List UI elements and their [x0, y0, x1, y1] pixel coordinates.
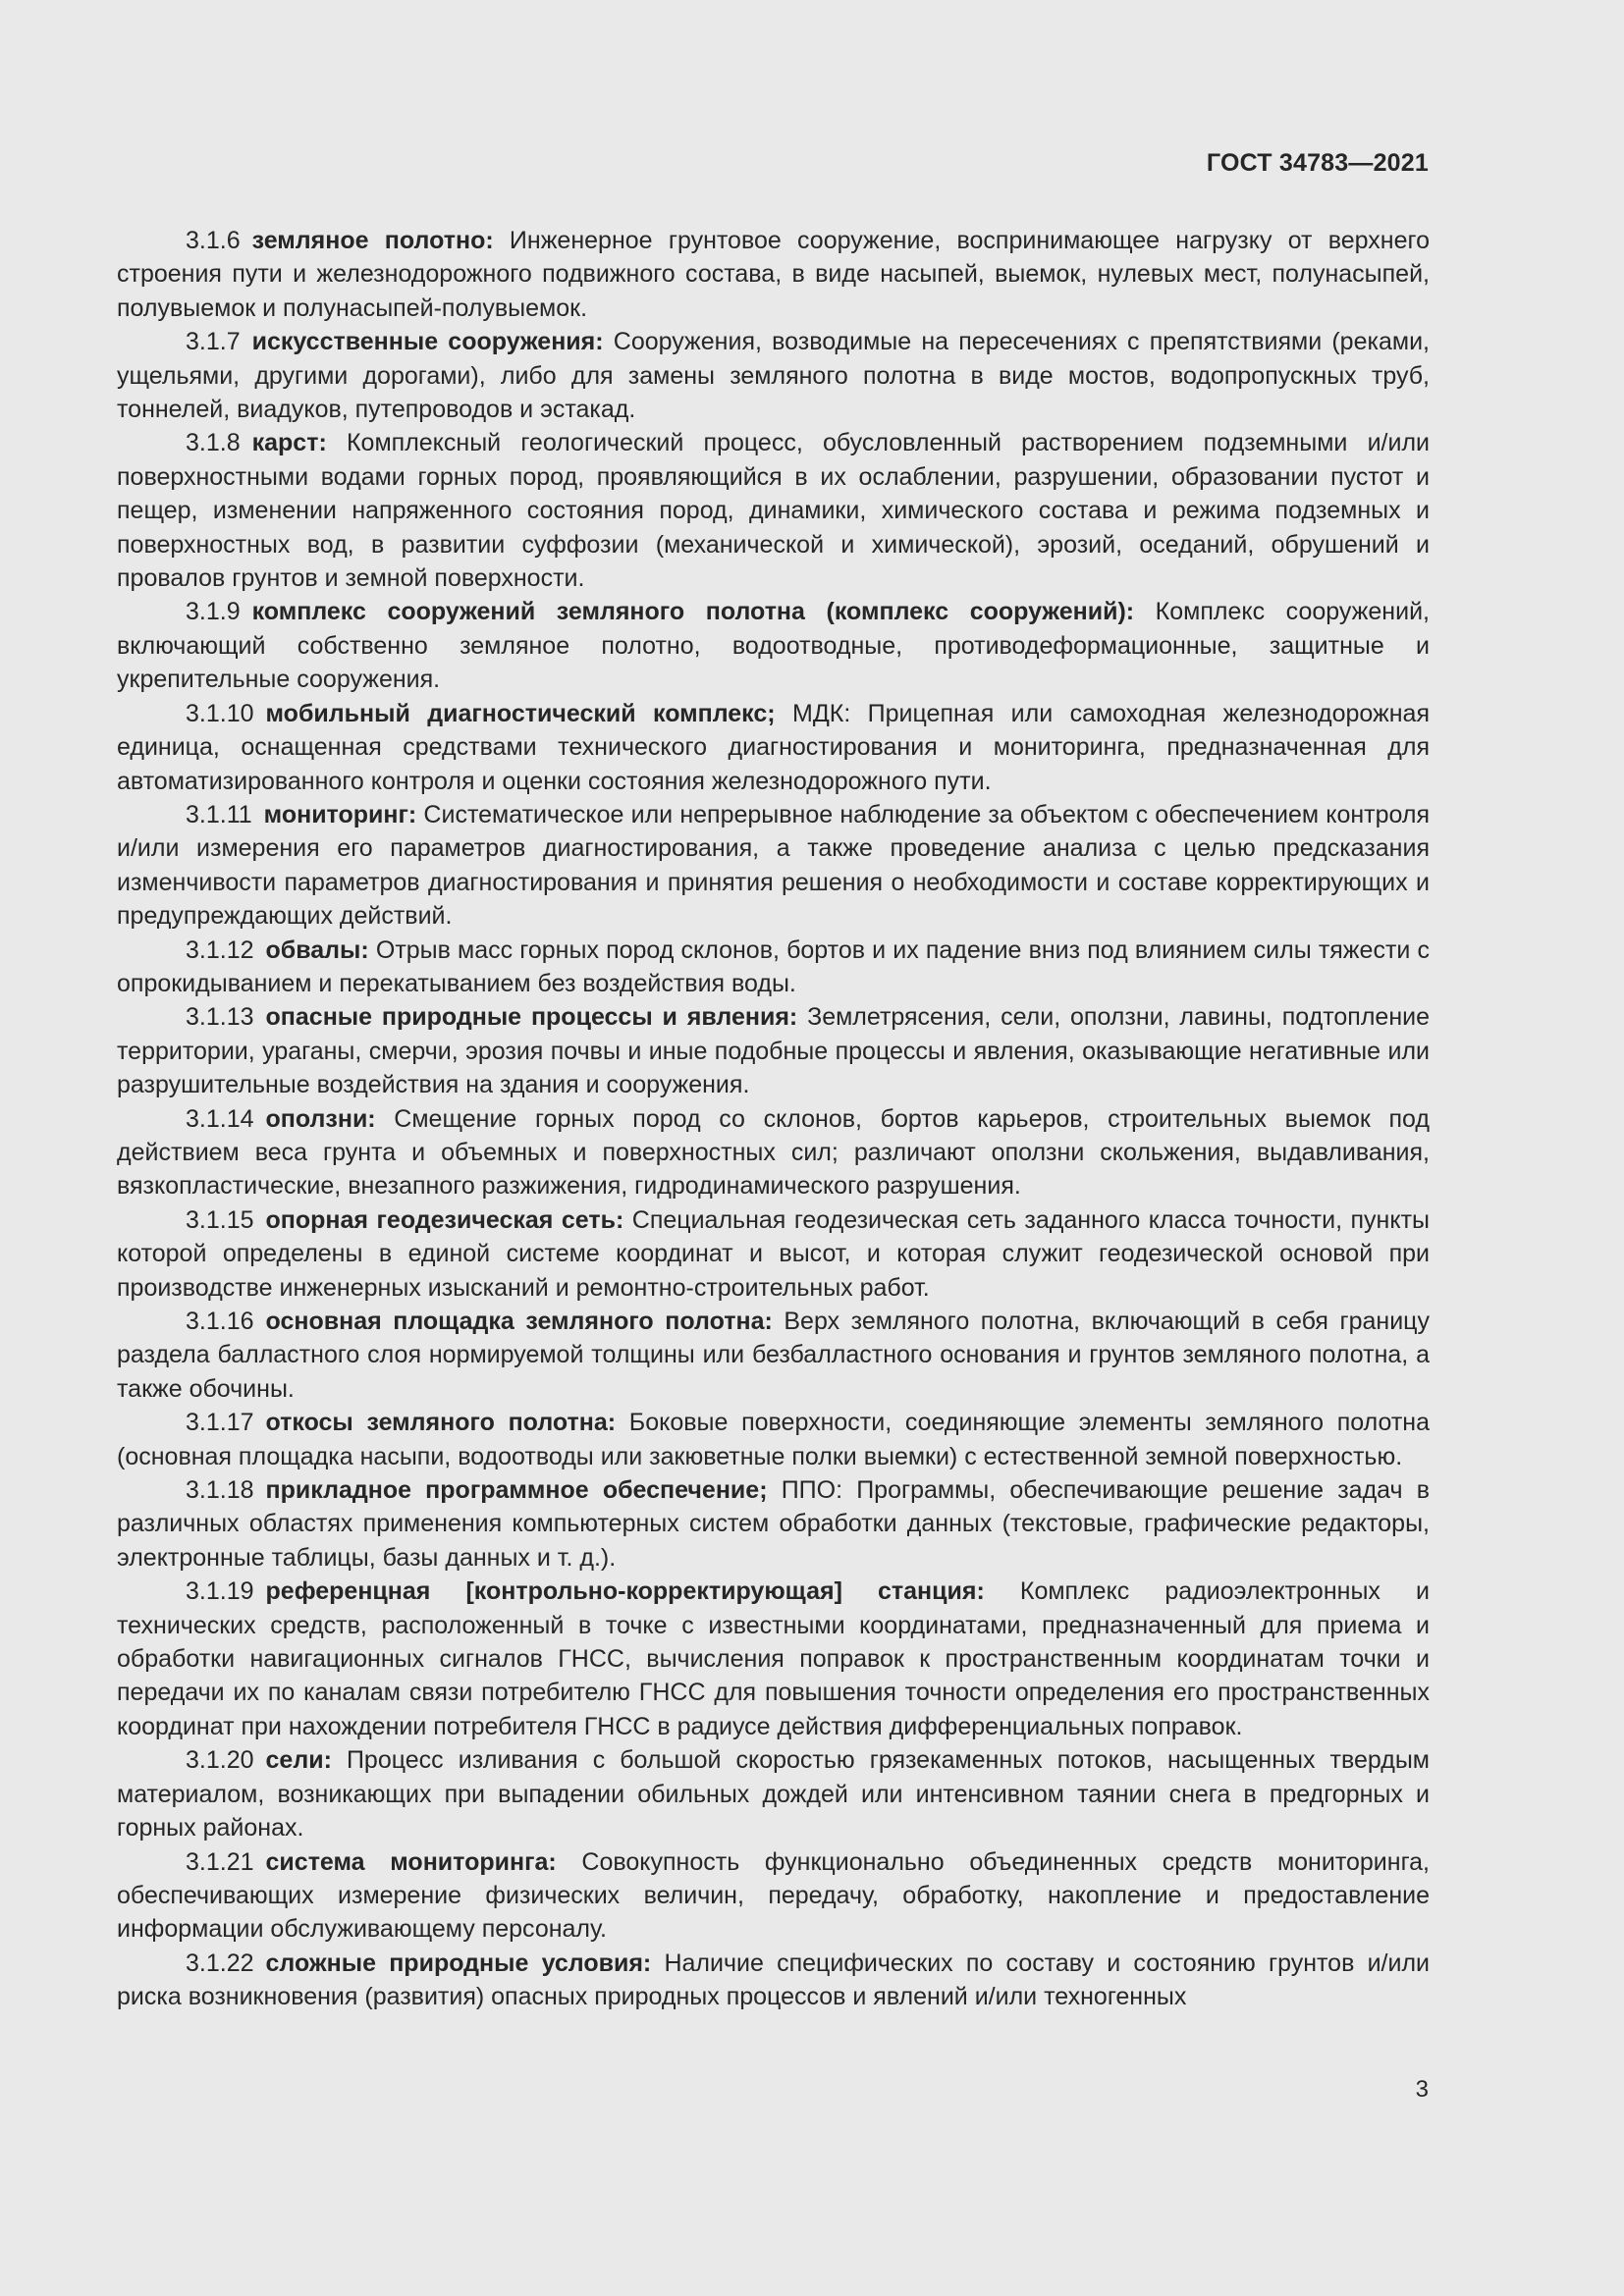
definition-text: Комплекс сооружений, включающий собственно земляное полотно, водоотводные, противодеформационные, защитные и укрепительные сооружения. — [117, 598, 1430, 694]
definition-text: Землетрясения, сели, оползни, лавины, подтопление территории, ураганы, смерчи, эрозия почвы и иные подобные процессы и явления, оказывающие негативные или разрушительные воздействия на здания и сооружения. — [117, 1003, 1430, 1099]
definition-entry — [117, 1575, 1430, 1743]
defined-term: опорная геодезическая сеть: — [265, 1205, 624, 1234]
clause-number: 3.1.18 — [186, 1476, 254, 1505]
clause-number: 3.1.19 — [186, 1577, 254, 1606]
definition-text: МДК: Прицепная или самоходная железнодорожная единица, оснащенная средствами технического диагностирования и мониторинга, предназначенная для автоматизированного контроля и оценки состояния железнодорожного пути. — [117, 699, 1430, 795]
defined-term: основная площадка земляного полотна: — [265, 1308, 773, 1335]
definition-entry — [117, 934, 1430, 1001]
defined-term: обвалы: — [265, 935, 369, 964]
definitions-list — [117, 224, 1430, 2014]
clause-number: 3.1.20 — [186, 1746, 254, 1775]
definition-entry — [117, 1203, 1430, 1305]
clause-number: 3.1.22 — [186, 1949, 254, 1977]
clause-number: 3.1.6 — [186, 227, 241, 254]
definition-text: Инженерное грунтовое сооружение, воспринимающее нагрузку от верхнего строения пути и железнодорожного подвижного состава, в виде насыпей, выемок, нулевых мест, полунасыпей, полувыемок и полунасыпей-полувыемок. — [117, 227, 1430, 322]
clause-number: 3.1.11 — [186, 800, 252, 828]
definition-text: Смещение горных пород со склонов, бортов карьеров, строительных выемок под действием веса грунта и объемных и поверхностных сил; различают оползни скольжения, выдавливания, вязкопластические, внезапного разжижения, гидродинамического разрушения. — [117, 1104, 1430, 1201]
defined-term: система мониторинга: — [265, 1847, 557, 1876]
definition-entry — [117, 1406, 1430, 1473]
clause-number: 3.1.15 — [186, 1205, 254, 1234]
definition-text: Сооружения, возводимые на пересечениях с препятствиями (реками, ущельями, другими дорогами), либо для замены земляного полотна в виде мостов, водопропускных труб, тоннелей, виадуков, путепроводов и эстакад. — [117, 328, 1430, 424]
defined-term: опасные природные процессы и явления: — [265, 1003, 798, 1032]
definition-text: Специальная геодезическая сеть заданного класса точности, пункты которой определены в единой системе координат и высот, и которая служит геодезической основой при производстве инженерных изысканий и ремонтно-строительных работ. — [117, 1205, 1430, 1302]
definition-text: ППО: Программы, обеспечивающие решение задач в различных областях применения компьютерных систем обработки данных (текстовые, графические редакторы, электронные таблицы, базы данных и т. д.). — [117, 1476, 1430, 1572]
clause-number: 3.1.13 — [186, 1003, 254, 1032]
defined-term: сели: — [265, 1746, 332, 1775]
definition-entry — [117, 798, 1430, 934]
clause-number: 3.1.16 — [186, 1308, 254, 1335]
clause-number: 3.1.12 — [186, 935, 254, 964]
definition-entry — [117, 224, 1430, 325]
definition-entry — [117, 1947, 1430, 2014]
definition-text: Процесс изливания с большой скоростью грязекаменных потоков, насыщенных твердым материалом, возникающих при выпадении обильных дождей или интенсивном таянии снега в предгорных и горных районах. — [117, 1746, 1430, 1842]
definition-entry — [117, 1102, 1430, 1203]
definition-entry — [117, 1473, 1430, 1575]
defined-term: референцная [контрольно-корректирующая] станция: — [265, 1577, 985, 1606]
definition-entry — [117, 1305, 1430, 1406]
definition-entry — [117, 325, 1430, 426]
defined-term: карст: — [251, 429, 327, 457]
definition-entry — [117, 595, 1430, 696]
defined-term: оползни: — [265, 1104, 376, 1133]
clause-number: 3.1.8 — [186, 429, 241, 457]
definition-entry — [117, 697, 1430, 798]
defined-term: комплекс сооружений земляного полотна (комплекс сооружений): — [251, 598, 1135, 626]
clause-number: 3.1.14 — [186, 1104, 254, 1133]
definition-text: Наличие специфических по составу и состоянию грунтов и/или риска возникновения (развития) опасных природных процессов и явлений и/или техногенных — [117, 1949, 1431, 2011]
defined-term: откосы земляного полотна: — [265, 1409, 617, 1437]
clause-number: 3.1.17 — [186, 1409, 254, 1437]
defined-term: прикладное программное обеспечение; — [265, 1476, 768, 1505]
definition-text: Верх земляного полотна, включающий в себя границу раздела балластного слоя нормируемой толщины или безбалластного основания и грунтов земляного полотна, а также обочины. — [117, 1308, 1430, 1403]
defined-term: сложные природные условия: — [265, 1949, 652, 1977]
document-code-header: ГОСТ 34783—2021 — [1206, 149, 1429, 177]
definition-text: Комплексный геологический процесс, обусловленный растворением подземными и/или поверхностными водами горных пород, проявляющийся в их ослаблении, разрушении, образовании пустот и пещер, изменении напряженного состояния пород, динамики, химического состава и режима подземных и поверхностных вод, в развитии суффозии (механической и химической), эрозий, оседаний, обрушений и провалов грунтов и земной поверхности. — [117, 429, 1430, 593]
defined-term: мобильный диагностический комплекс; — [265, 699, 776, 727]
defined-term: земляное полотно: — [251, 227, 494, 254]
definition-text: Боковые поверхности, соединяющие элементы земляного полотна (основная площадка насыпи, водоотводы или закюветные полки выемки) с естественной земной поверхностью. — [117, 1409, 1430, 1470]
definition-entry — [117, 1000, 1430, 1101]
clause-number: 3.1.9 — [186, 598, 241, 626]
clause-number: 3.1.10 — [186, 699, 254, 727]
definition-entry — [117, 1743, 1430, 1844]
clause-number: 3.1.21 — [186, 1847, 254, 1876]
page-number: 3 — [1415, 2076, 1429, 2103]
defined-term: мониторинг: — [263, 800, 417, 828]
definition-entry — [117, 1845, 1430, 1947]
defined-term: искусственные сооружения: — [251, 328, 604, 356]
definition-text: Комплекс радиоэлектронных и технических средств, расположенный в точке с известными координатами, предназначенный для приема и обработки навигационных сигналов ГНСС, вычисления поправок к пространственным координатам точки и передачи их по каналам связи потребителю ГНСС для повышения точности определения его пространственных координат при нахождении потребителя ГНСС в радиусе действия дифференциальных поправок. — [117, 1577, 1430, 1740]
clause-number: 3.1.7 — [186, 328, 241, 356]
definition-text: Систематическое или непрерывное наблюдение за объектом с обеспечением контроля и/или измерения его параметров диагностирования, а также проведение анализа с целью предсказания изменчивости параметров диагностирования и принятия решения о необходимости и составе корректирующих и предупреждающих действий. — [117, 800, 1430, 931]
definition-entry — [117, 426, 1430, 595]
definition-text: Отрыв масс горных пород склонов, бортов и их падение вниз под влиянием силы тяжести с опрокидыванием и перекатыванием без воздействия воды. — [117, 935, 1430, 997]
definition-text: Совокупность функционально объединенных средств мониторинга, обеспечивающих измерение физических величин, передачу, обработку, накопление и предоставление информации обслуживающему персоналу. — [117, 1847, 1430, 1944]
